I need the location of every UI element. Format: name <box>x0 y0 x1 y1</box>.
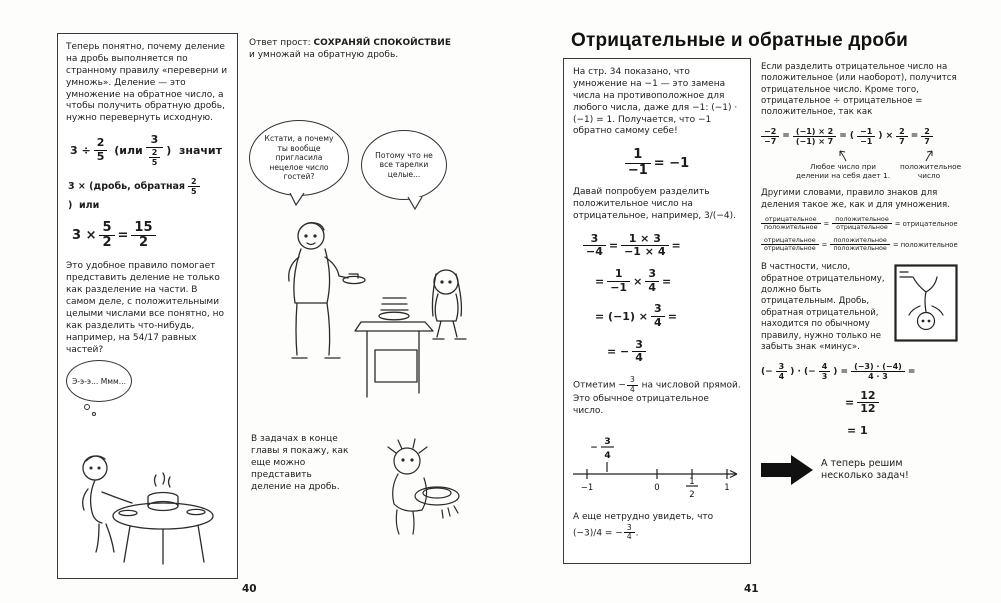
big-right-arrow-icon <box>761 453 813 487</box>
answer-paragraph <box>249 38 454 62</box>
speech-bubble-umm <box>66 360 132 402</box>
sign-rule-positive: $\frac{\text{отрицательное}}{\text{отрицательное}}$ = $\frac{\text{положительное}}{\text{положительное}}$ = положительное <box>761 237 958 253</box>
equation-three-times-five-halves: 3 × $\frac{5}{2}$ = $\frac{15}{2}$ <box>72 221 229 252</box>
bubble-tail <box>407 197 423 210</box>
page-number-right: 41 <box>744 583 759 595</box>
numberline-label-zero: 0 <box>654 482 660 493</box>
annotation-any-number <box>795 150 891 180</box>
equation-three-over-minus-four-step2: = $\frac{1}{-1}$ × $\frac{3}{4}$ = <box>595 267 672 294</box>
answer-keep-calm: СОХРАНЯЙ СПОКОЙСТВИЕ <box>313 38 451 48</box>
call-to-action <box>761 453 958 487</box>
left-panel-paragraph-parts: Это удобное правило помогает представить деление не только как разделение на части. В самом деле, с положительными целыми числами все понятно, но как разделить что-нибудь, например, на 54/17 равных частей? <box>66 261 224 355</box>
speech-bubble-guests <box>249 120 349 196</box>
numberline-label-minus1: −1 <box>580 482 594 493</box>
right-page-left-panel <box>563 58 751 564</box>
annotation-positive-number-text: положительное число <box>900 162 962 181</box>
thought-dot <box>84 404 90 410</box>
equation-reciprocal-check-result: = 1 <box>847 423 868 437</box>
speech-bubble-umm-text: Э-э-э... Ммм... <box>71 376 127 386</box>
illustration-man-and-girl-table <box>249 210 477 428</box>
equation-one-over-minus-one: $\frac{1}{-1}$ = −1 <box>573 148 741 179</box>
numberline-marker-denominator: 4 <box>604 450 611 461</box>
equation-reciprocal-check-step1: (− $\frac{3}{4}$ ) · (− $\frac{4}{3}$ ) = $\frac{(-3) \cdot (-4)}{4 \cdot 3}$ = <box>761 362 916 382</box>
sign-rule-negative: $\frac{\text{отрицательное}}{\text{положительное}}$ = $\frac{\text{положительное}}{\text{отрицательное}}$ = отрицательное <box>761 216 958 232</box>
annotation-any-number-text: Любое число при делении на себя дает 1. <box>795 162 891 181</box>
equation-divide-by-fraction: 3 ÷ $\frac{2}{5}$ (или $\frac{3}{\frac{2}{5}}$ ) значит <box>70 133 223 167</box>
answer-prefix: Ответ прост: <box>249 38 314 48</box>
left-page-main-panel <box>57 33 238 579</box>
numberline-label-one: 1 <box>724 482 730 493</box>
reciprocal-of-negative-block <box>761 262 958 353</box>
numberline-marker-minus: − <box>590 442 598 453</box>
equation-three-over-minus-four-step1: $\frac{3}{-4}$ = $\frac{1 \times 3}{-1 \times 4}$ = <box>583 233 741 259</box>
speech-bubble-plates <box>361 130 447 200</box>
numberline-closing-paragraph: А еще нетрудно увидеть, что (−3)/4 = − $\frac{3}{4}$ . <box>573 511 714 542</box>
numberline-label-half-denominator: 2 <box>689 489 695 500</box>
footnote-paragraph: В задачах в конце главы я покажу, как еще можно представить деление на дробь. <box>251 434 349 492</box>
answer-suffix: и умножай на обратную дробь. <box>249 49 399 60</box>
equation-three-over-minus-four-step3: = (−1) × $\frac{3}{4}$ = <box>595 302 677 329</box>
equation-annotations <box>761 150 962 181</box>
annotation-arrow-up-icon <box>922 150 936 162</box>
left-panel-paragraph-rule: Теперь понятно, почему деление на дробь выполняется по странному правилу «переверни и умножь». Деление — это умножение на обратное число, а чтобы получить обратную дробь, нужно перевернуть исходную. <box>66 42 228 124</box>
negative-one-paragraph: На стр. 34 показано, что умножение на −1 — это замена числа на противоположное для любого числа, даже для −1: (−1) · (−1) = 1. Получается, что −1 обратно самому себе! <box>573 67 738 137</box>
sign-rules-paragraph: Другими словами, правило знаков для деления такое же, как и для умножения. <box>761 188 950 210</box>
equation-three-over-minus-four-result: = − $\frac{3}{4}$ <box>607 339 741 365</box>
right-page-right-column <box>761 62 962 567</box>
number-line <box>569 422 745 500</box>
equation-multiply-by-reciprocal: 3 × (дробь, обратная $\frac{2}{5}$ ) или <box>68 177 229 210</box>
annotation-positive-number <box>900 150 962 181</box>
numberline-label-half-numerator: 1 <box>689 476 695 487</box>
illustration-man-cutting-cake <box>66 416 229 566</box>
equation-minus-two-over-minus-seven: $\frac{-2}{-7}$ = $\frac{(-1) \times 2}{(-1) \times 7}$ = ( $\frac{-1}{-1}$ ) × $\frac{2}{7}$ = $\frac{2}{7}$ <box>761 127 958 146</box>
chapter-title: Отрицательные и обратные дроби <box>571 30 909 51</box>
page-number-left: 40 <box>242 583 257 595</box>
numberline-marker-numerator: 3 <box>604 436 611 447</box>
speech-bubble-guests-text: Кстати, а почему ты вообще пригласила нецелое число гостей? <box>264 134 334 182</box>
sign-division-paragraph: Если разделить отрицательное число на положительное (или наоборот), получится отрицательное число. Кроме того, отрицательное ÷ отрицательное = положительное, так как <box>761 62 957 118</box>
illustration-girl-with-plate <box>353 436 479 544</box>
left-page-right-column <box>249 38 480 583</box>
numberline-intro-paragraph: Отметим − $\frac{3}{4}$ на числовой прямой. Это обычное отрицательное число. <box>573 374 741 416</box>
annotation-arrow-up-icon <box>836 150 850 162</box>
bubble-tail <box>289 193 305 206</box>
divide-positive-by-negative-paragraph: Давай попробуем разделить положительное число на отрицательное, например, 3/(−4). <box>573 187 736 221</box>
illustration-area-cake <box>66 360 229 566</box>
speech-bubble-plates-text: Потому что не все тарелки целые... <box>375 150 433 179</box>
call-to-action-text: А теперь решим несколько задач! <box>821 457 909 481</box>
illustration-upside-down-figure <box>894 264 958 342</box>
equation-reciprocal-check-step2: = $\frac{12}{12}$ <box>845 390 958 416</box>
reciprocal-of-negative-text: В частности, число, обратное отрицательному, должно быть отрицательным. Дробь, обратная отрицательной, находится по обычному правилу, нужно только не забыть знак «минус». <box>761 262 885 352</box>
